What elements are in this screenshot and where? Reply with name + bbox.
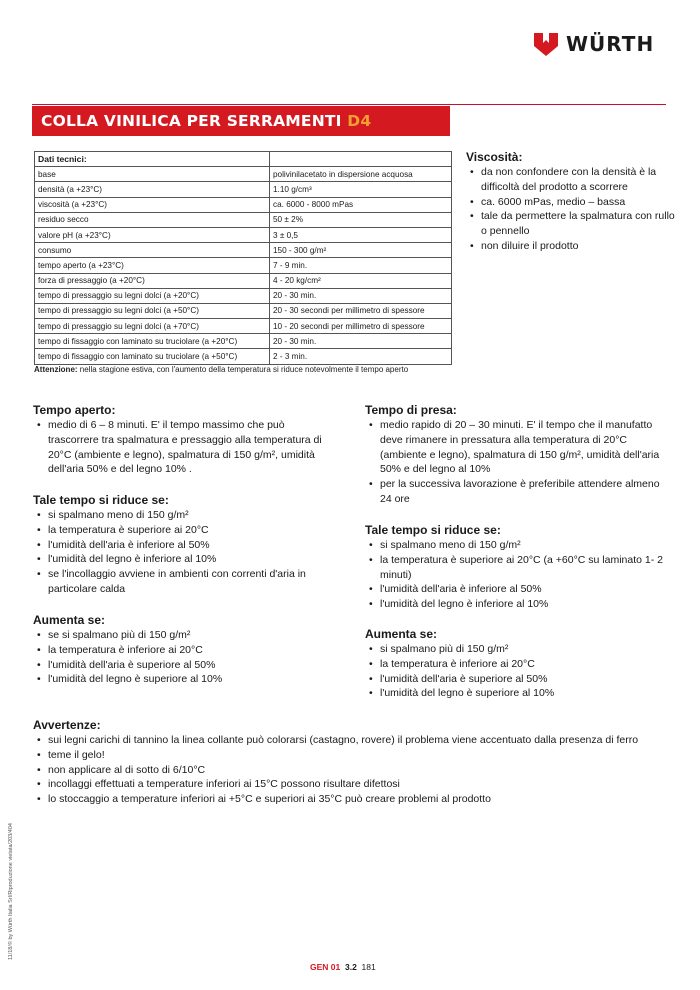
section-title: Viscosità: — [466, 150, 523, 164]
list-item: • l'umidità del legno è inferiore al 10% — [365, 597, 670, 612]
table-row — [35, 319, 452, 334]
list-item: • la temperatura è inferiore ai 20°C — [33, 643, 338, 658]
row-value: 2 - 3 min. — [270, 349, 452, 364]
row-label: densità (a +23°C) — [35, 182, 270, 197]
list-item: • l'umidità dell'aria è superiore al 50% — [33, 658, 338, 673]
list-item: • la temperatura è inferiore ai 20°C — [365, 657, 670, 672]
list-item: • si spalmano meno di 150 g/m² — [365, 538, 670, 553]
list-item: • incollaggi effettuati a temperature inferiori ai 15°C possono risultare difettosi — [33, 777, 668, 792]
list-item: • medio rapido di 20 – 30 minuti. E' il tempo che il manufatto deve rimanere in pressatura alla temperatura di 20°C (ambiente e legno), spalmatura di 150 g/m², umidità dell'aria 50% e del legno al 10% — [365, 418, 665, 477]
section-viscosita — [466, 150, 676, 254]
row-label: tempo di fissaggio con laminato su truciolare (a +20°C) — [35, 334, 270, 349]
section-title: Aumenta se: — [33, 613, 106, 627]
list-item: • si spalmano più di 150 g/m² — [365, 642, 670, 657]
table-row — [35, 334, 452, 349]
title-rule — [32, 104, 666, 105]
section-title: Tale tempo si riduce se: — [33, 493, 169, 507]
table-row — [35, 288, 452, 303]
section-title: Tempo aperto: — [33, 403, 116, 417]
note-label: Attenzione: — [34, 365, 78, 374]
row-value: polivinilacetato in dispersione acquosa — [270, 167, 452, 182]
row-label: base — [35, 167, 270, 182]
section-aumenta-left — [33, 613, 338, 687]
row-label: tempo di pressaggio su legni dolci (a +20°C) — [35, 288, 270, 303]
list-item: • l'umidità dell'aria è inferiore al 50% — [33, 538, 338, 553]
row-value: ca. 6000 - 8000 mPas — [270, 197, 452, 212]
table-header: Dati tecnici: — [35, 152, 270, 167]
row-label: tempo di fissaggio con laminato su truciolare (a +50°C) — [35, 349, 270, 364]
title-highlight: D4 — [347, 112, 372, 130]
table-row — [35, 167, 452, 182]
table-row — [35, 303, 452, 318]
row-label: tempo di pressaggio su legni dolci (a +50°C) — [35, 303, 270, 318]
table-row — [35, 243, 452, 258]
copyright-side-text: 11/18/© by Würth Italia Srl/Riproduzione vietata/203/404 — [8, 823, 14, 960]
section-title: Tale tempo si riduce se: — [365, 523, 501, 537]
list-item: • teme il gelo! — [33, 748, 668, 763]
table-header-empty — [270, 152, 452, 167]
footer-code: GEN 01 — [310, 962, 341, 972]
section-tempo-aperto — [33, 403, 338, 477]
table-note — [34, 364, 454, 375]
row-label: tempo aperto (a +23°C) — [35, 258, 270, 273]
section-title: Aumenta se: — [365, 627, 438, 641]
footer-page: 181 — [361, 962, 376, 972]
table-row — [35, 273, 452, 288]
table-row — [35, 182, 452, 197]
row-label: tempo di pressaggio su legni dolci (a +70°C) — [35, 319, 270, 334]
list-item: • sui legni carichi di tannino la linea collante può colorarsi (castagno, rovere) il problema viene accentuato dalla presenza di ferro — [33, 733, 668, 748]
row-value: 4 - 20 kg/cm² — [270, 273, 452, 288]
list-item: • tale da permettere la spalmatura con rullo o pennello — [466, 209, 676, 239]
table-row — [35, 227, 452, 242]
list-item: • per la successiva lavorazione è preferibile attendere almeno 24 ore — [365, 477, 665, 507]
section-tempo-presa — [365, 403, 665, 507]
table-header-row — [35, 152, 452, 167]
row-label: forza di pressaggio (a +20°C) — [35, 273, 270, 288]
section-title: Avvertenze: — [33, 718, 101, 732]
section-avvertenze — [33, 718, 668, 807]
row-value: 20 - 30 min. — [270, 288, 452, 303]
row-value: 1.10 g/cm³ — [270, 182, 452, 197]
section-title: Tempo di presa: — [365, 403, 457, 417]
row-label: valore pH (a +23°C) — [35, 227, 270, 242]
table-row — [35, 258, 452, 273]
row-label: residuo secco — [35, 212, 270, 227]
row-label: consumo — [35, 243, 270, 258]
list-item: • da non confondere con la densità è la difficoltà del prodotto a scorrere — [466, 165, 676, 195]
list-item: • non applicare al di sotto di 6/10°C — [33, 763, 668, 778]
brand-name: WÜRTH — [566, 32, 655, 56]
page-footer — [310, 962, 376, 972]
row-value: 20 - 30 secondi per millimetro di spessore — [270, 303, 452, 318]
row-value: 3 ± 0,5 — [270, 227, 452, 242]
footer-section: 3.2 — [344, 962, 357, 972]
list-item: • la temperatura è superiore ai 20°C — [33, 523, 338, 538]
row-label: viscosità (a +23°C) — [35, 197, 270, 212]
list-item: • lo stoccaggio a temperature inferiori ai +5°C e superiori ai 35°C può creare problemi al prodotto — [33, 792, 668, 807]
table-row — [35, 212, 452, 227]
list-item: • si spalmano meno di 150 g/m² — [33, 508, 338, 523]
list-item: • la temperatura è superiore ai 20°C (a +60°C su laminato 1- 2 minuti) — [365, 553, 670, 583]
list-item: • medio di 6 – 8 minuti. E' il tempo massimo che può trascorrere tra spalmatura e pressaggio alla temperatura di 20°C (ambiente e legno), spalmatura di 150 g/m², umidità dell'aria 50% e del legno 10% . — [33, 418, 338, 477]
page-title — [32, 106, 450, 136]
list-item: • non diluire il prodotto — [466, 239, 676, 254]
row-value: 7 - 9 min. — [270, 258, 452, 273]
list-item: • l'umidità del legno è superiore al 10% — [365, 686, 670, 701]
tech-data-table — [34, 151, 452, 365]
list-item: • ca. 6000 mPas, medio – bassa — [466, 195, 676, 210]
row-value: 10 - 20 secondi per millimetro di spessore — [270, 319, 452, 334]
section-riduce-right — [365, 523, 670, 612]
row-value: 20 - 30 min. — [270, 334, 452, 349]
row-value: 50 ± 2% — [270, 212, 452, 227]
wurth-logo-icon — [532, 30, 560, 58]
list-item: • l'umidità dell'aria è superiore al 50% — [365, 672, 670, 687]
section-riduce-left — [33, 493, 338, 597]
table-row — [35, 197, 452, 212]
list-item: • l'umidità del legno è superiore al 10% — [33, 672, 338, 687]
row-value: 150 - 300 g/m² — [270, 243, 452, 258]
list-item: • se l'incollaggio avviene in ambienti con correnti d'aria in particolare calda — [33, 567, 338, 597]
list-item: • l'umidità dell'aria è inferiore al 50% — [365, 582, 670, 597]
title-main: COLLA VINILICA PER SERRAMENTI — [41, 112, 342, 130]
wurth-logo — [532, 28, 670, 60]
list-item: • se si spalmano più di 150 g/m² — [33, 628, 338, 643]
section-aumenta-right — [365, 627, 670, 701]
list-item: • l'umidità del legno è inferiore al 10% — [33, 552, 338, 567]
note-text: nella stagione estiva, con l'aumento della temperatura si riduce notevolmente il tempo aperto — [77, 365, 409, 374]
table-row — [35, 349, 452, 364]
